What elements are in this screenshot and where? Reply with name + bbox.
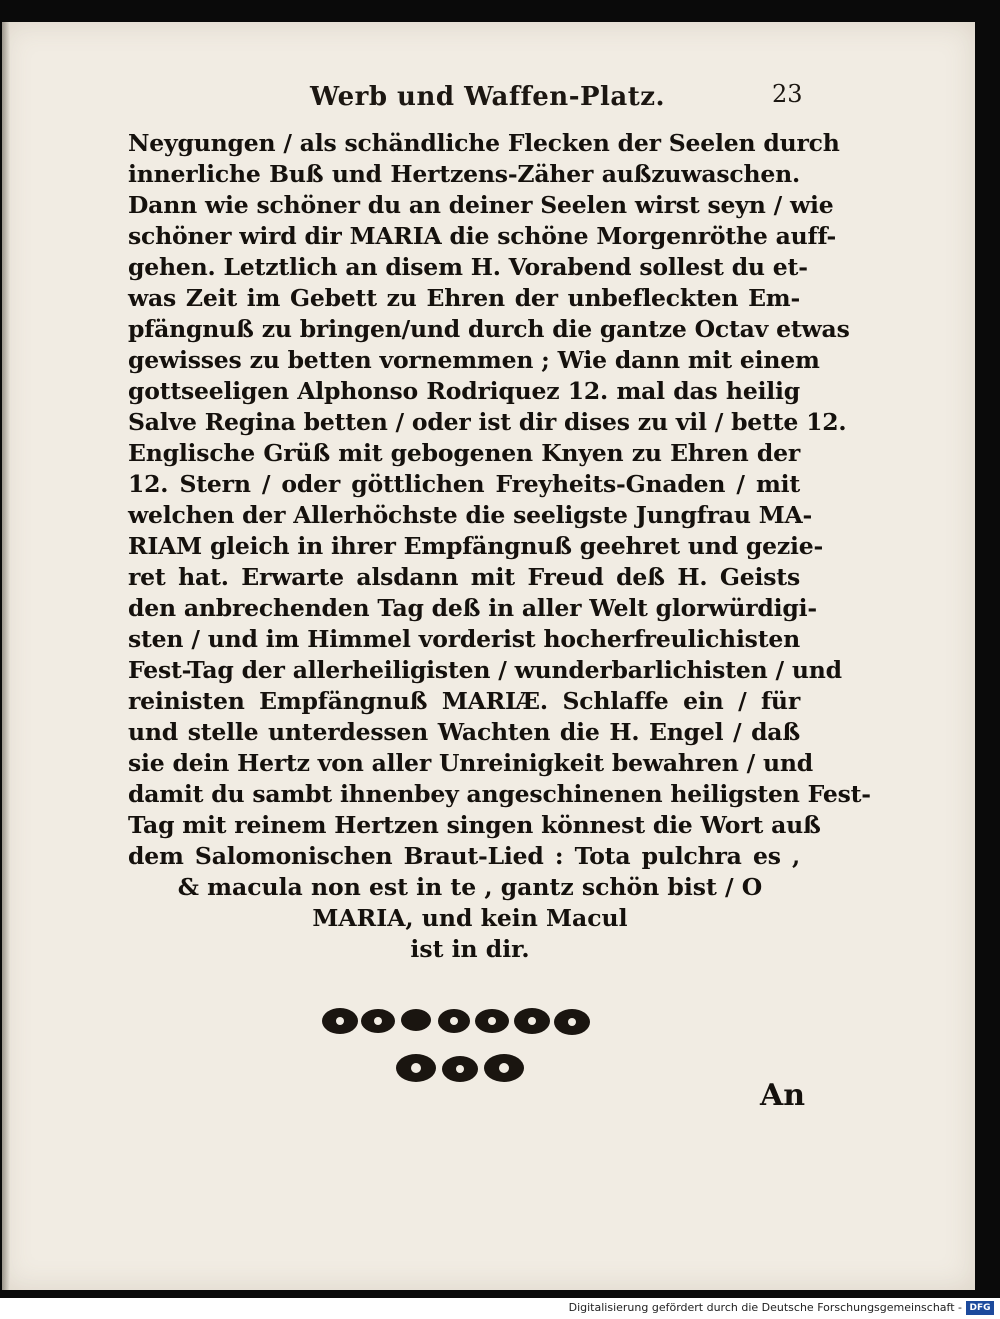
- text-line: ret hat. Erwarte alsdann mit Freud deß H. Geists: [128, 563, 800, 591]
- text-line: sie dein Hertz von aller Unreinigkeit bewahren / und: [128, 749, 813, 777]
- text-line: Tag mit reinem Hertzen singen könnest die Wort auß: [128, 811, 821, 839]
- text-line: gewisses zu betten vornemmen ; Wie dann mit einem: [128, 346, 820, 374]
- text-line: Fest-Tag der allerheiligisten / wunderbarlichisten / und: [128, 656, 842, 684]
- text-line: dem Salomonischen Braut-Lied : Tota pulchra es ,: [128, 842, 800, 870]
- text-line: RIAM gleich in ihrer Empfängnuß geehret und gezie-: [128, 532, 824, 560]
- text-line: gehen. Letztlich an disem H. Vorabend sollest du et-: [128, 253, 808, 281]
- text-line: Englische Grüß mit gebogenen Knyen zu Ehren der: [128, 439, 800, 467]
- text-line: reinisten Empfängnuß MARIÆ. Schlaffe ein / für: [128, 687, 800, 715]
- text-line: damit du sambt ihnenbey angeschinenen heiligsten Fest-: [128, 780, 871, 808]
- text-line: und stelle unterdessen Wachten die H. Engel / daß: [128, 718, 800, 746]
- dfg-logo-icon: DFG: [966, 1301, 994, 1315]
- text-line: & macula non est in te , gantz schön bist / O: [177, 873, 763, 901]
- funding-notice: Digitalisierung gefördert durch die Deutsche Forschungsgemeinschaft -: [568, 1301, 962, 1314]
- printers-ornament-icon: [320, 996, 620, 1096]
- catchword: An: [760, 1078, 806, 1113]
- text-line: Dann wie schöner du an deiner Seelen wirst seyn / wie: [128, 191, 834, 219]
- text-line: den anbrechenden Tag deß in aller Welt glorwürdigi-: [128, 594, 817, 622]
- closing-lines: [140, 872, 800, 965]
- text-line: gottseeligen Alphonso Rodriquez 12. mal das heilig: [128, 377, 800, 405]
- page-number: 23: [772, 80, 803, 108]
- text-line: was Zeit im Gebett zu Ehren der unbefleckten Em-: [128, 284, 800, 312]
- text-line: Neygungen / als schändliche Flecken der Seelen durch: [128, 129, 840, 157]
- text-line: sten / und im Himmel vorderist hocherfreulichisten: [128, 625, 800, 653]
- footer-bar: [0, 1298, 1000, 1319]
- text-line: schöner wird dir MARIA die schöne Morgenröthe auff-: [128, 222, 837, 250]
- book-page: [2, 22, 975, 1290]
- text-line: welchen der Allerhöchste die seeligste Jungfrau MA-: [128, 501, 813, 529]
- text-line: 12. Stern / oder göttlichen Freyheits-Gnaden / mit: [128, 470, 800, 498]
- text-line: Salve Regina betten / oder ist dir dises zu vil / bette 12.: [128, 408, 847, 436]
- text-line: pfängnuß zu bringen/und durch die gantze Octav etwas: [128, 315, 850, 343]
- text-line: innerliche Buß und Hertzens-Zäher außzuwaschen.: [128, 160, 800, 188]
- text-line: MARIA, und kein Macul: [312, 904, 628, 932]
- body-text: [128, 128, 871, 872]
- running-head: Werb und Waffen-Platz.: [310, 82, 666, 112]
- text-line: ist in dir.: [410, 935, 530, 963]
